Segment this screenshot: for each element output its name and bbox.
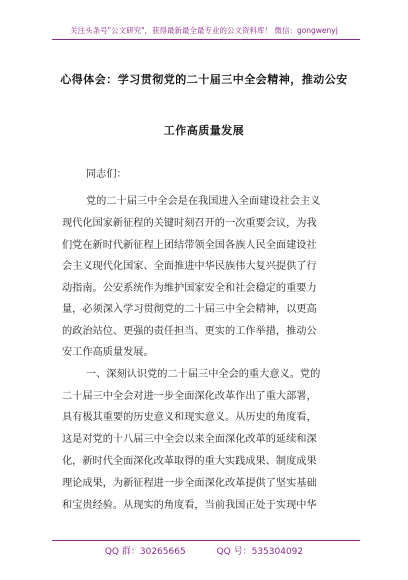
salutation: 同志们： xyxy=(86,169,127,180)
body-line: 党的二十届三中全会是在我国进入全面建设社会主义 xyxy=(86,196,321,207)
footer-qq-group: QQ 群：30265665 xyxy=(104,547,186,557)
body-line: 量，必须深入学习贯彻党的二十届三中全会精神，以更高 xyxy=(62,304,317,315)
footer-divider xyxy=(52,540,360,541)
body-line: 化，新时代全面深化改革取得的重大实践成果、制度成果 xyxy=(62,456,317,467)
footer-qq-number: QQ 号：535304092 xyxy=(216,547,304,557)
body-line: 这是对党的十八届三中全会以来全面深化改革的延续和深 xyxy=(62,434,317,445)
body-line: 和宝贵经验。从现实的角度看，当前我国正处于实现中华 xyxy=(62,500,317,511)
body-line: 具有极其重要的历史意义和现实意义。从历史的角度看， xyxy=(62,412,317,423)
body-line: 们党在新时代新征程上团结带领全国各族人民全面建设社 xyxy=(62,240,317,251)
document-title-line-2: 工作高质量发展 xyxy=(163,124,245,137)
header-banner: 关注头条号"公文研究"，获得最新最全最专业的公文资料库！ 微信：gongwenyj xyxy=(70,26,338,35)
body-line: 会主义现代化国家、全面推进中华民族伟大复兴提供了行 xyxy=(62,261,317,272)
body-line: 现代化国家新征程的关键时刻召开的一次重要会议，为我 xyxy=(62,218,317,229)
document-title-line-1: 心得体会：学习贯彻党的二十届三中全会精神，推动公安 xyxy=(60,73,348,86)
body-line: 动指南。公安系统作为维护国家安全和社会稳定的重要力 xyxy=(62,283,317,294)
body-line: 安工作高质量发展。 xyxy=(62,347,154,358)
footer xyxy=(0,544,408,557)
body-line: 理论成果，为新征程进一步全面深化改革提供了坚实基础 xyxy=(62,478,317,489)
header-divider xyxy=(52,39,360,40)
body-line: 的政治站位、更强的责任担当、更实的工作举措，推动公 xyxy=(62,326,317,337)
body-line: 二十届三中全会对进一步全面深化改革作出了重大部署， xyxy=(62,391,317,402)
body-line: 一、深刻认识党的二十届三中全会的重大意义。党的 xyxy=(86,369,321,380)
